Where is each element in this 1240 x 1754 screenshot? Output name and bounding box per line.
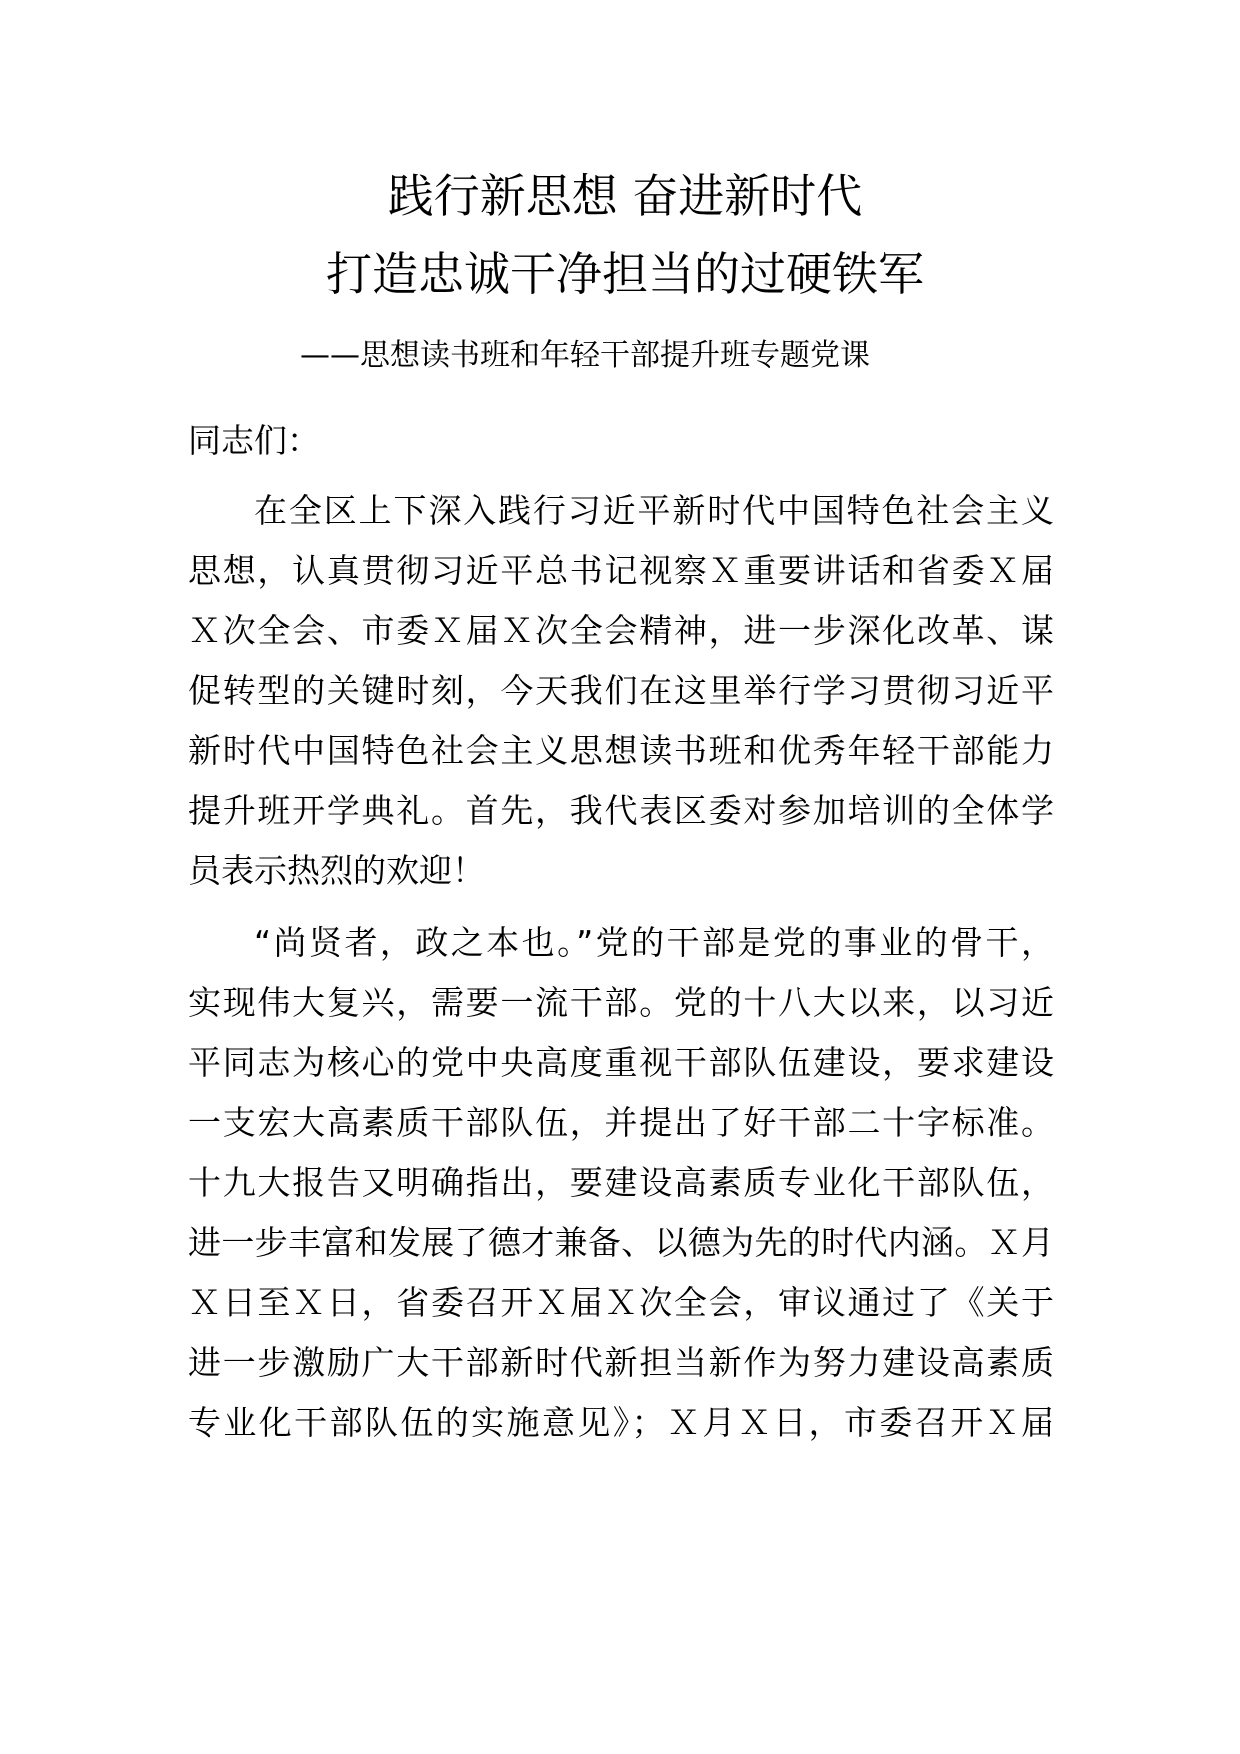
paragraph-line: 专业化干部队伍的实施意见》；Ｘ月Ｘ日，市委召开Ｘ届: [188, 1403, 1054, 1442]
paragraph-line: 一支宏大高素质干部队伍，并提出了好干部二十字标准。: [188, 1103, 1054, 1142]
paragraph-line: 提升班开学典礼。首先，我代表区委对参加培训的全体学: [188, 791, 1054, 830]
title-line-2: 打造忠诚干净担当的过硬铁军: [326, 247, 924, 301]
paragraph-line: 在全区上下深入践行习近平新时代中国特色社会主义: [254, 491, 1054, 530]
paragraph-line: 员表示热烈的欢迎！: [188, 851, 485, 890]
paragraph-line: 实现伟大复兴，需要一流干部。党的十八大以来，以习近: [188, 983, 1054, 1022]
salutation: 同志们：: [188, 421, 320, 460]
paragraph-line: “尚贤者，政之本也。”党的干部是党的事业的骨干，: [254, 923, 1054, 962]
paragraph-line: 促转型的关键时刻，今天我们在这里举行学习贯彻习近平: [188, 671, 1054, 710]
title-line-1: 践行新思想 奋进新时代: [387, 169, 863, 223]
paragraph-line: 进一步丰富和发展了德才兼备、以德为先的时代内涵。Ｘ月: [188, 1223, 1054, 1262]
paragraph-line: 思想，认真贯彻习近平总书记视察Ｘ重要讲话和省委Ｘ届: [188, 551, 1054, 590]
paragraph-line: Ｘ日至Ｘ日，省委召开Ｘ届Ｘ次全会，审议通过了《关于: [188, 1283, 1054, 1322]
paragraph-line: Ｘ次全会、市委Ｘ届Ｘ次全会精神，进一步深化改革、谋: [188, 611, 1054, 650]
subtitle: ——思想读书班和年轻干部提升班专题党课: [300, 338, 870, 373]
paragraph-line: 新时代中国特色社会主义思想读书班和优秀年轻干部能力: [188, 731, 1054, 770]
paragraph-line: 十九大报告又明确指出，要建设高素质专业化干部队伍，: [188, 1163, 1054, 1202]
paragraph-line: 平同志为核心的党中央高度重视干部队伍建设，要求建设: [188, 1043, 1054, 1082]
paragraph-line: 进一步激励广大干部新时代新担当新作为努力建设高素质: [188, 1343, 1054, 1382]
